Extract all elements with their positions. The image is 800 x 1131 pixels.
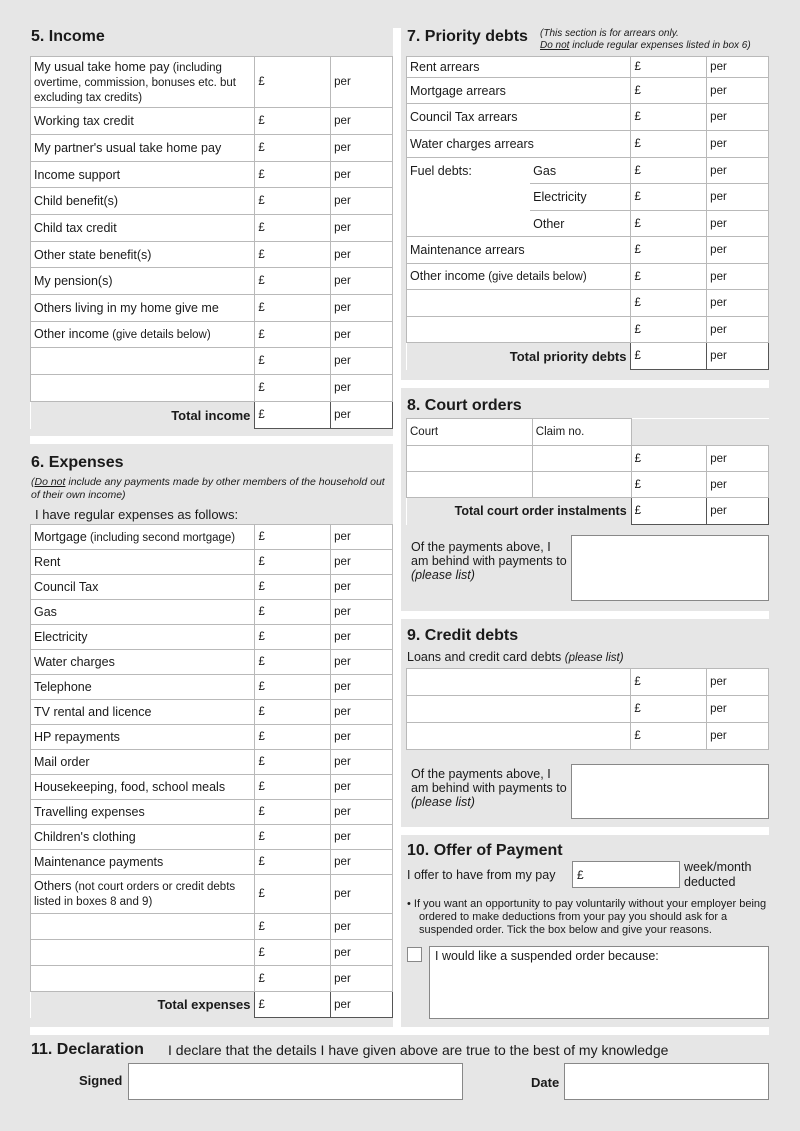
- row-label: Mortgage (including second mortgage): [31, 525, 255, 550]
- row-label: Rent: [31, 550, 255, 575]
- row-label: Maintenance payments: [31, 850, 255, 875]
- total-label: Total priority debts: [407, 343, 631, 370]
- table-row: [31, 966, 393, 992]
- offer-heading: 10. Offer of Payment: [407, 842, 563, 859]
- table-row: [31, 322, 393, 348]
- table-row: [31, 295, 393, 322]
- amount-input[interactable]: £: [631, 211, 707, 237]
- claim-col-header: Claim no.: [532, 419, 631, 446]
- blank-description-input[interactable]: [31, 940, 255, 966]
- period-input[interactable]: per: [707, 264, 769, 290]
- court-total-amount[interactable]: £: [631, 498, 707, 525]
- row-label: Council Tax: [31, 575, 255, 600]
- expenses-heading: 6. Expenses: [31, 454, 124, 471]
- row-label: Mail order: [31, 750, 255, 775]
- table-row: [31, 575, 393, 600]
- expenses-note: (Do not include any payments made by other members of the household out of their own income): [31, 476, 385, 501]
- period-input[interactable]: per: [331, 750, 393, 775]
- row-label: HP repayments: [31, 725, 255, 750]
- amount-input[interactable]: £: [255, 215, 331, 242]
- period-input[interactable]: per: [331, 800, 393, 825]
- court-col-header: Court: [407, 419, 533, 446]
- table-row: [31, 675, 393, 700]
- section-divider: [30, 436, 393, 444]
- total-period-input[interactable]: per: [331, 992, 393, 1018]
- period-input[interactable]: per: [331, 322, 393, 348]
- column-divider: [393, 28, 401, 1028]
- period-input[interactable]: per: [707, 237, 769, 264]
- row-label: Telephone: [31, 675, 255, 700]
- table-row: [31, 550, 393, 575]
- period-input[interactable]: per: [707, 290, 769, 317]
- period-input[interactable]: per: [331, 188, 393, 215]
- priority-heading: 7. Priority debts: [407, 28, 528, 45]
- row-label: [407, 184, 531, 211]
- total-label: Total income: [31, 402, 255, 429]
- table-row: [31, 940, 393, 966]
- suspended-order-label: I would like a suspended order because:: [435, 949, 659, 963]
- amount-input[interactable]: £: [255, 322, 331, 348]
- amount-input[interactable]: £: [255, 875, 331, 914]
- credit-debt-description-input[interactable]: [407, 696, 631, 723]
- amount-input[interactable]: £: [631, 669, 707, 696]
- total-amount-input[interactable]: £: [255, 402, 331, 429]
- amount-input[interactable]: £: [255, 188, 331, 215]
- amount-input[interactable]: £: [255, 575, 331, 600]
- offer-line: I offer to have from my pay: [407, 868, 556, 882]
- table-row: [407, 158, 769, 184]
- amount-input[interactable]: £: [255, 525, 331, 550]
- period-input[interactable]: per: [331, 268, 393, 295]
- credit-behind-input[interactable]: [571, 764, 769, 819]
- table-row: [31, 700, 393, 725]
- amount-input[interactable]: £: [631, 57, 707, 78]
- amount-input[interactable]: £: [631, 723, 707, 750]
- table-row: [407, 290, 769, 317]
- table-row: [31, 108, 393, 135]
- amount-input[interactable]: £: [631, 472, 707, 498]
- amount-input[interactable]: £: [255, 800, 331, 825]
- row-sublabel: Other: [530, 211, 631, 237]
- table-row: [31, 825, 393, 850]
- period-input[interactable]: per: [707, 446, 769, 472]
- amount-input[interactable]: £: [255, 940, 331, 966]
- declaration-text: I declare that the details I have given above are true to the best of my knowledge: [168, 1042, 669, 1058]
- period-input[interactable]: per: [331, 295, 393, 322]
- credit-table: [406, 668, 769, 750]
- court-behind-label: Of the payments above, I am behind with payments to (please list): [411, 540, 567, 582]
- period-input[interactable]: per: [707, 57, 769, 78]
- income-table: [30, 56, 393, 429]
- period-input[interactable]: per: [331, 57, 393, 108]
- table-row: [407, 669, 769, 696]
- credit-debt-description-input[interactable]: [407, 669, 631, 696]
- period-input[interactable]: per: [707, 669, 769, 696]
- period-input[interactable]: per: [707, 158, 769, 184]
- period-input[interactable]: per: [331, 135, 393, 162]
- amount-input[interactable]: £: [631, 104, 707, 131]
- table-row: [31, 625, 393, 650]
- court-total-period[interactable]: per: [707, 498, 769, 525]
- amount-input[interactable]: £: [631, 317, 707, 343]
- table-row: [407, 131, 769, 158]
- period-input[interactable]: per: [707, 211, 769, 237]
- claim-no-input[interactable]: [532, 446, 631, 472]
- row-label: Council Tax arrears: [407, 104, 631, 131]
- period-input[interactable]: per: [331, 675, 393, 700]
- period-input[interactable]: per: [707, 696, 769, 723]
- blank-description-input[interactable]: [407, 317, 631, 343]
- income-heading: 5. Income: [31, 28, 105, 45]
- table-row: [407, 184, 769, 211]
- amount-input[interactable]: £: [255, 700, 331, 725]
- period-input[interactable]: per: [707, 472, 769, 498]
- period-input[interactable]: per: [331, 775, 393, 800]
- section-divider: [30, 1027, 769, 1035]
- court-behind-input[interactable]: [571, 535, 769, 601]
- period-input[interactable]: per: [331, 650, 393, 675]
- date-input[interactable]: [564, 1063, 769, 1100]
- period-input[interactable]: per: [707, 184, 769, 211]
- total-period-input[interactable]: per: [331, 402, 393, 429]
- amount-input[interactable]: £: [631, 184, 707, 211]
- court-name-input[interactable]: [407, 472, 533, 498]
- period-input[interactable]: per: [331, 940, 393, 966]
- offer-amount-input[interactable]: £: [572, 861, 680, 888]
- row-label: TV rental and licence: [31, 700, 255, 725]
- period-input[interactable]: per: [331, 162, 393, 188]
- period-input[interactable]: per: [331, 825, 393, 850]
- amount-input[interactable]: £: [255, 135, 331, 162]
- table-row: [31, 57, 393, 108]
- row-label: Fuel debts:: [407, 158, 531, 184]
- amount-input[interactable]: £: [255, 775, 331, 800]
- declaration-heading: 11. Declaration: [31, 1041, 144, 1058]
- amount-input[interactable]: £: [255, 295, 331, 322]
- amount-input[interactable]: £: [255, 550, 331, 575]
- row-label: My partner's usual take home pay: [31, 135, 255, 162]
- amount-input[interactable]: £: [255, 850, 331, 875]
- row-label: My usual take home pay (including overtime, commission, bonuses etc. but excluding tax credits): [31, 57, 255, 108]
- period-input[interactable]: per: [707, 131, 769, 158]
- period-input[interactable]: per: [331, 375, 393, 402]
- amount-input[interactable]: £: [631, 78, 707, 104]
- blank-description-input[interactable]: [407, 290, 631, 317]
- blank-description-input[interactable]: [31, 348, 255, 375]
- row-sublabel: Electricity: [530, 184, 631, 211]
- period-input[interactable]: per: [331, 966, 393, 992]
- expenses-intro: I have regular expenses as follows:: [35, 507, 239, 522]
- amount-input[interactable]: £: [631, 290, 707, 317]
- period-input[interactable]: per: [331, 600, 393, 625]
- period-input[interactable]: per: [331, 725, 393, 750]
- row-label: [407, 211, 531, 237]
- amount-input[interactable]: £: [255, 600, 331, 625]
- amount-input[interactable]: £: [255, 675, 331, 700]
- period-input[interactable]: per: [331, 348, 393, 375]
- credit-sub: Loans and credit card debts (please list): [407, 650, 624, 664]
- table-row: [31, 914, 393, 940]
- table-row: [31, 215, 393, 242]
- table-row: [31, 775, 393, 800]
- blank-description-input[interactable]: [31, 966, 255, 992]
- table-row: [31, 750, 393, 775]
- row-label: Child tax credit: [31, 215, 255, 242]
- row-label: Other income (give details below): [407, 264, 631, 290]
- row-label: Income support: [31, 162, 255, 188]
- row-label: Maintenance arrears: [407, 237, 631, 264]
- amount-input[interactable]: £: [631, 696, 707, 723]
- total-amount-input[interactable]: £: [631, 343, 707, 370]
- table-row: [407, 723, 769, 750]
- total-label: Total expenses: [31, 992, 255, 1018]
- amount-input[interactable]: £: [255, 162, 331, 188]
- amount-input[interactable]: £: [255, 57, 331, 108]
- amount-input[interactable]: £: [255, 625, 331, 650]
- offer-bullet: • If you want an opportunity to pay voluntarily without your employer being ordered to make deductions from your pay you should ask for a suspended order. Tick the box below and give your reasons.: [407, 898, 767, 936]
- priority-note: (This section is for arrears only. Do not include regular expenses listed in box 6): [540, 28, 751, 51]
- row-label: Others living in my home give me: [31, 295, 255, 322]
- row-label: Others (not court orders or credit debts listed in boxes 8 and 9): [31, 875, 255, 914]
- row-label: Gas: [31, 600, 255, 625]
- table-row: [31, 875, 393, 914]
- credit-debt-description-input[interactable]: [407, 723, 631, 750]
- row-label: Mortgage arrears: [407, 78, 631, 104]
- total-amount-input[interactable]: £: [255, 992, 331, 1018]
- period-input[interactable]: per: [331, 550, 393, 575]
- table-row: [407, 211, 769, 237]
- amount-input[interactable]: £: [255, 268, 331, 295]
- table-row: [407, 317, 769, 343]
- table-row: [407, 57, 769, 78]
- period-input[interactable]: per: [331, 625, 393, 650]
- amount-input[interactable]: £: [255, 725, 331, 750]
- period-input[interactable]: per: [707, 104, 769, 131]
- row-sublabel: Gas: [530, 158, 631, 184]
- row-label: Other state benefit(s): [31, 242, 255, 268]
- amount-input[interactable]: £: [631, 158, 707, 184]
- period-input[interactable]: per: [331, 850, 393, 875]
- amount-input[interactable]: £: [631, 264, 707, 290]
- table-row: [407, 104, 769, 131]
- date-label: Date: [531, 1075, 560, 1090]
- section-divider: [401, 380, 769, 388]
- table-row: [31, 135, 393, 162]
- table-row: [31, 600, 393, 625]
- table-row: [407, 78, 769, 104]
- signature-input[interactable]: [128, 1063, 463, 1100]
- amount-input[interactable]: £: [255, 242, 331, 268]
- period-input[interactable]: per: [331, 215, 393, 242]
- row-label: Children's clothing: [31, 825, 255, 850]
- table-row: [31, 375, 393, 402]
- table-row: [31, 162, 393, 188]
- table-row: [407, 696, 769, 723]
- claim-no-input[interactable]: [532, 472, 631, 498]
- section-divider: [401, 611, 769, 619]
- table-row: [31, 725, 393, 750]
- table-row: [31, 268, 393, 295]
- priority-table: [406, 56, 769, 370]
- amount-input[interactable]: £: [631, 131, 707, 158]
- court-total-label: Total court order instalments: [407, 498, 632, 525]
- amount-input[interactable]: £: [255, 108, 331, 135]
- court-table: [406, 418, 769, 525]
- section-divider: [401, 827, 769, 835]
- amount-input[interactable]: £: [255, 348, 331, 375]
- offer-unit: week/month deducted: [684, 860, 752, 889]
- row-label: Water charges: [31, 650, 255, 675]
- period-input[interactable]: per: [331, 875, 393, 914]
- period-input[interactable]: per: [331, 242, 393, 268]
- period-input[interactable]: per: [707, 317, 769, 343]
- table-row: [31, 348, 393, 375]
- court-name-input[interactable]: [407, 446, 533, 472]
- period-input[interactable]: per: [331, 108, 393, 135]
- amount-input[interactable]: £: [255, 966, 331, 992]
- row-label: Working tax credit: [31, 108, 255, 135]
- row-label: Electricity: [31, 625, 255, 650]
- amount-input[interactable]: £: [255, 375, 331, 402]
- amount-input[interactable]: £: [255, 825, 331, 850]
- row-label: Housekeeping, food, school meals: [31, 775, 255, 800]
- amount-input[interactable]: £: [255, 750, 331, 775]
- period-input[interactable]: per: [331, 525, 393, 550]
- row-label: Travelling expenses: [31, 800, 255, 825]
- amount-input[interactable]: £: [255, 650, 331, 675]
- row-label: Water charges arrears: [407, 131, 631, 158]
- table-row: [31, 800, 393, 825]
- expenses-table: [30, 524, 393, 1018]
- blank-description-input[interactable]: [31, 914, 255, 940]
- amount-input[interactable]: £: [255, 914, 331, 940]
- table-row: [407, 237, 769, 264]
- period-input[interactable]: per: [331, 575, 393, 600]
- period-input[interactable]: per: [707, 723, 769, 750]
- table-row: [31, 850, 393, 875]
- period-input[interactable]: per: [331, 914, 393, 940]
- blank-description-input[interactable]: [31, 375, 255, 402]
- amount-input[interactable]: £: [631, 446, 707, 472]
- row-label: Other income (give details below): [31, 322, 255, 348]
- row-label: Rent arrears: [407, 57, 631, 78]
- total-period-input[interactable]: per: [707, 343, 769, 370]
- signed-label: Signed: [79, 1073, 123, 1088]
- credit-behind-label: Of the payments above, I am behind with payments to (please list): [411, 767, 567, 809]
- period-input[interactable]: per: [331, 700, 393, 725]
- suspended-order-reasons-input[interactable]: [429, 946, 769, 1019]
- suspended-order-checkbox[interactable]: [407, 947, 422, 962]
- table-row: [31, 525, 393, 550]
- table-row: [31, 650, 393, 675]
- period-input[interactable]: per: [707, 78, 769, 104]
- credit-heading: 9. Credit debts: [407, 627, 519, 644]
- row-label: Child benefit(s): [31, 188, 255, 215]
- amount-input[interactable]: £: [631, 237, 707, 264]
- row-label: My pension(s): [31, 268, 255, 295]
- court-heading: 8. Court orders: [407, 397, 522, 414]
- table-row: [31, 188, 393, 215]
- table-row: [407, 264, 769, 290]
- table-row: [31, 242, 393, 268]
